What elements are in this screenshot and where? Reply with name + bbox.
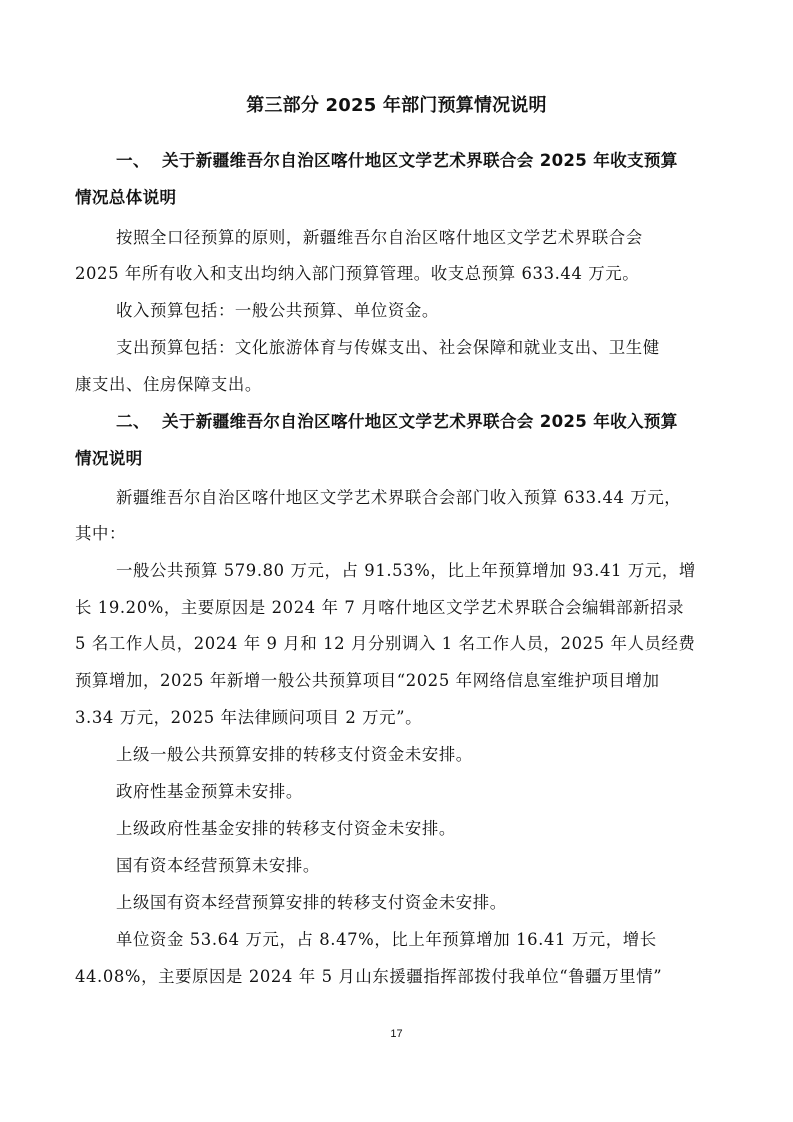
section1-para1-line1: 按照全口径预算的原则，新疆维吾尔自治区喀什地区文学艺术界联合会 xyxy=(116,228,643,247)
section2-para1-line1: 新疆维吾尔自治区喀什地区文学艺术界联合会部门收入预算 633.44 万元， xyxy=(116,488,682,507)
section2-heading-line2: 情况说明 xyxy=(75,449,143,468)
section1-para1-line2: 2025 年所有收入和支出均纳入部门预算管理。收支总预算 633.44 万元。 xyxy=(75,264,640,283)
section2-para8-line1: 单位资金 53.64 万元，占 8.47%，比上年预算增加 16.41 万元，增长 xyxy=(116,930,657,949)
section2-para2-line2: 长 19.20%，主要原因是 2024 年 7 月喀什地区文学艺术界联合会编辑部新招录 xyxy=(75,598,685,617)
page-title: 第三部分 2025 年部门预算情况说明 xyxy=(246,95,547,116)
section1-para3-line1: 支出预算包括：文化旅游体育与传媒支出、社会保障和就业支出、卫生健 xyxy=(116,338,660,357)
section2-para7: 上级国有资本经营预算安排的转移支付资金未安排。 xyxy=(116,893,507,912)
section1-para3-line2: 康支出、住房保障支出。 xyxy=(75,375,262,394)
section2-para8-line2: 44.08%，主要原因是 2024 年 5 月山东援疆指挥部拨付我单位“鲁疆万里情” xyxy=(75,967,663,986)
page-number: 17 xyxy=(390,1028,403,1040)
section2-para5: 上级政府性基金安排的转移支付资金未安排。 xyxy=(116,819,456,838)
section2-para4: 政府性基金预算未安排。 xyxy=(116,782,303,801)
section2-para1-line2: 其中： xyxy=(75,524,126,543)
section2-para3: 上级一般公共预算安排的转移支付资金未安排。 xyxy=(116,745,473,764)
section2-heading-line1: 关于新疆维吾尔自治区喀什地区文学艺术界联合会 2025 年收入预算 xyxy=(162,412,678,431)
section2-para2-line3: 5 名工作人员，2024 年 9 月和 12 月分别调入 1 名工作人员，2025 年人员经费 xyxy=(75,634,696,653)
section2-para2-line4: 预算增加，2025 年新增一般公共预算项目“2025 年网络信息室维护项目增加 xyxy=(75,671,660,690)
section2-para2-line5: 3.34 万元，2025 年法律顾问项目 2 万元”。 xyxy=(75,708,423,727)
section2-heading xyxy=(116,411,678,433)
section2-number: 二、 xyxy=(116,412,150,431)
section1-heading xyxy=(116,150,678,172)
section2-para6: 国有资本经营预算未安排。 xyxy=(116,856,320,875)
section1-heading-line1: 关于新疆维吾尔自治区喀什地区文学艺术界联合会 2025 年收支预算 xyxy=(162,151,678,170)
section1-para2: 收入预算包括：一般公共预算、单位资金。 xyxy=(116,301,439,320)
section1-heading-line2: 情况总体说明 xyxy=(75,188,177,207)
section2-para2-line1: 一般公共预算 579.80 万元，占 91.53%，比上年预算增加 93.41 万元，增 xyxy=(116,561,696,580)
section1-number: 一、 xyxy=(116,151,150,170)
